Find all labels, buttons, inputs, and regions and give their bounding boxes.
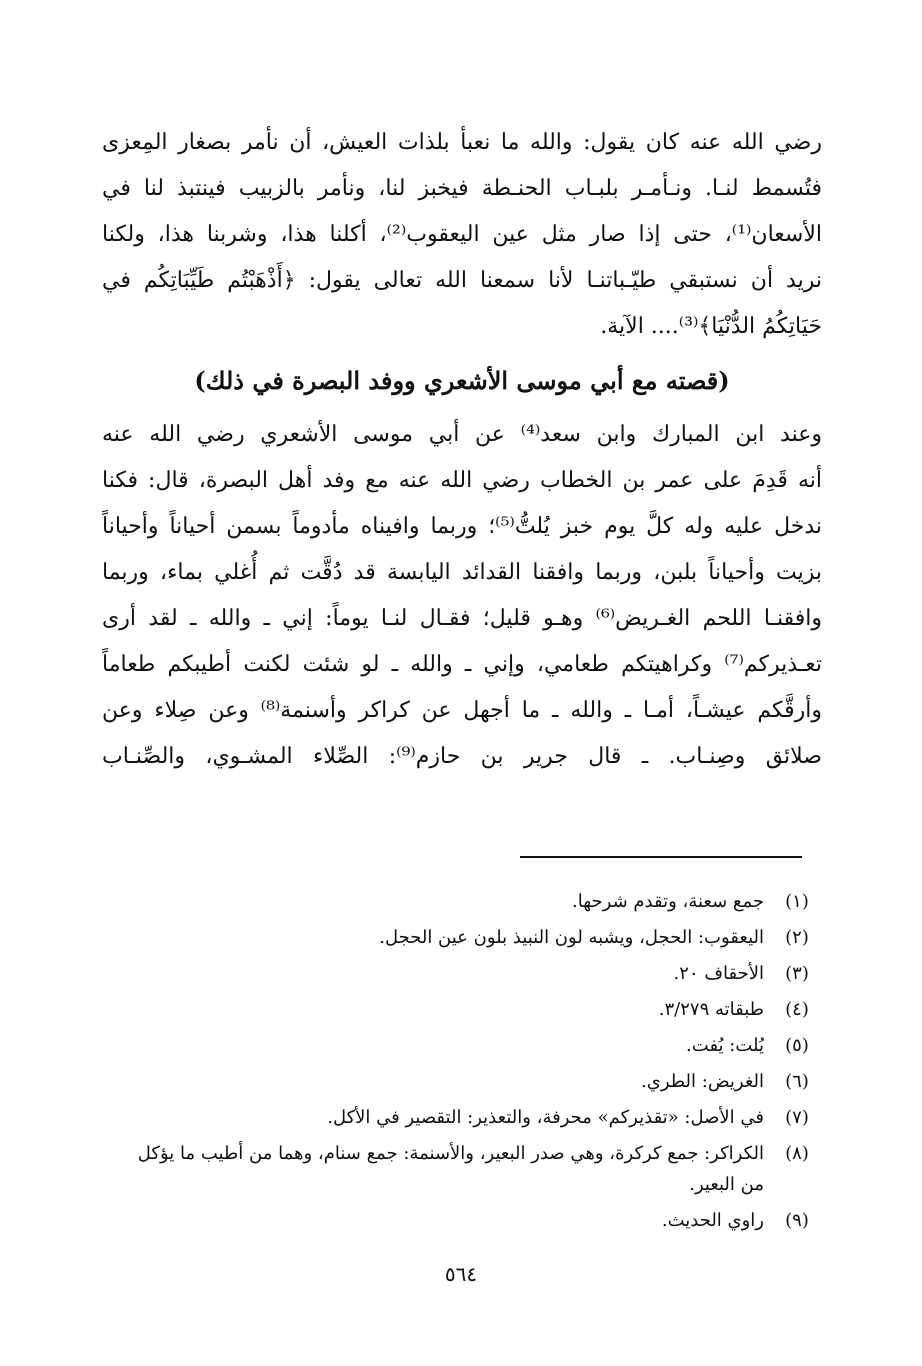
text-line: أنه قَدِمَ على عمر بن الخطاب رضي الله عنه مع وفد أهل البصرة، قال: فكنا — [102, 468, 822, 493]
page-number: ٥٦٤ — [444, 1262, 478, 1286]
footnote-text: الأحقاف ٢٠. — [673, 963, 764, 984]
text-line: وافقنـا اللحم الغـريض⁽⁶⁾ وهـو قليل؛ فقـال لنـا يوماً: إني ـ والله ـ لقد أرى — [102, 606, 822, 631]
footnote-text: اليعقوب: الحجل، ويشبه لون النبيذ بلون عين الحجل. — [379, 927, 764, 948]
text-line: تعـذيركم⁽⁷⁾ وكراهيتكم طعامي، وإني ـ والله ـ لو شئت لكنت أطيبكم طعاماً — [102, 652, 822, 677]
text-line: بزيت وأحياناً بلبن، وربما وافقنا القدائد اليابسة قد دُقَّت ثم أُغلي بماء، وربما — [102, 560, 822, 585]
footnote-item — [122, 1030, 822, 1061]
footnote-number: (٨) — [785, 1143, 809, 1164]
footnotes-list — [122, 886, 822, 1241]
footnote-number: (٢) — [785, 927, 809, 948]
footnote-item — [122, 994, 822, 1025]
footnote-text: جمع سعنة، وتقدم شرحها. — [572, 891, 764, 912]
text-line: صلائق وصِنـاب. ـ قال جرير بن حازم⁽⁹⁾: الصِّلاء المشـوي، والصِّنـاب — [102, 744, 822, 769]
footnote-number: (١) — [785, 891, 809, 912]
footnote-number: (٥) — [785, 1035, 809, 1056]
footnote-item — [122, 1102, 822, 1133]
footnote-item — [122, 886, 822, 917]
footnote-item — [122, 922, 822, 953]
main-text-body — [102, 120, 822, 780]
section-heading: (قصته مع أبي موسى الأشعري ووفد البصرة في ذلك) — [194, 366, 730, 395]
footnote-number: (٩) — [785, 1210, 809, 1231]
footnote-number: (٦) — [785, 1071, 809, 1092]
text-line: وأرقَّكم عيشـاً، أمـا ـ والله ـ ما أجهل عن كراكر وأسنمة⁽⁸⁾ وعن صِلاء وعن — [102, 698, 822, 723]
footnote-text: الكراكر: جمع كركرة، وهي صدر البعير، والأسنمة: جمع سنام، وهما من أطيب ما يؤكل من البعير. — [137, 1143, 764, 1195]
text-line: فتُسمط لنـا. ونـأمـر بلبـاب الحنـطة فيخبز لنا، ونأمر بالزبيب فينتبذ لنا في — [102, 176, 822, 201]
footnote-text: راوي الحديث. — [661, 1210, 764, 1231]
footnote-text: في الأصل: «تقذيركم» محرفة، والتعذير: التقصير في الأكل. — [327, 1107, 764, 1128]
text-line: حَيَاتِكُمُ الدُّنْيَا﴾⁽³⁾.... الآية. — [600, 314, 822, 339]
text-line: الأسعان⁽¹⁾، حتى إذا صار مثل عين اليعقوب⁽²⁾، أكلنا هذا، وشربنا هذا، ولكنا — [102, 222, 822, 247]
footnote-item — [122, 958, 822, 989]
footnote-separator — [520, 856, 802, 858]
footnote-text: طبقاته ٣/٢٧٩. — [658, 999, 764, 1020]
text-line: نريد أن نستبقي طيّـباتنـا لأنا سمعنا الله تعالى يقول: ﴿أَذْهَبْتُم طَيِّبَاتِكُم في — [102, 268, 822, 293]
footnote-text: يُلت: يُفت. — [686, 1035, 764, 1056]
footnote-item — [122, 1205, 822, 1236]
footnote-item — [122, 1066, 822, 1097]
footnote-number: (٣) — [785, 963, 809, 984]
text-line: ندخل عليه وله كلَّ يوم خبز يُلتُّ⁽⁵⁾؛ وربما وافيناه مأدوماً بسمن أحياناً وأحياناً — [102, 514, 822, 539]
footnote-text: الغريض: الطري. — [641, 1071, 764, 1092]
footnote-item — [122, 1138, 822, 1200]
footnote-number: (٧) — [785, 1107, 809, 1128]
text-line: رضي الله عنه كان يقول: والله ما نعبأ بلذات العيش، أن نأمر بصغار المِعزى — [102, 130, 822, 155]
footnote-number: (٤) — [785, 999, 809, 1020]
text-line: وعند ابن المبارك وابن سعد⁽⁴⁾ عن أبي موسى الأشعري رضي الله عنه — [102, 422, 822, 447]
